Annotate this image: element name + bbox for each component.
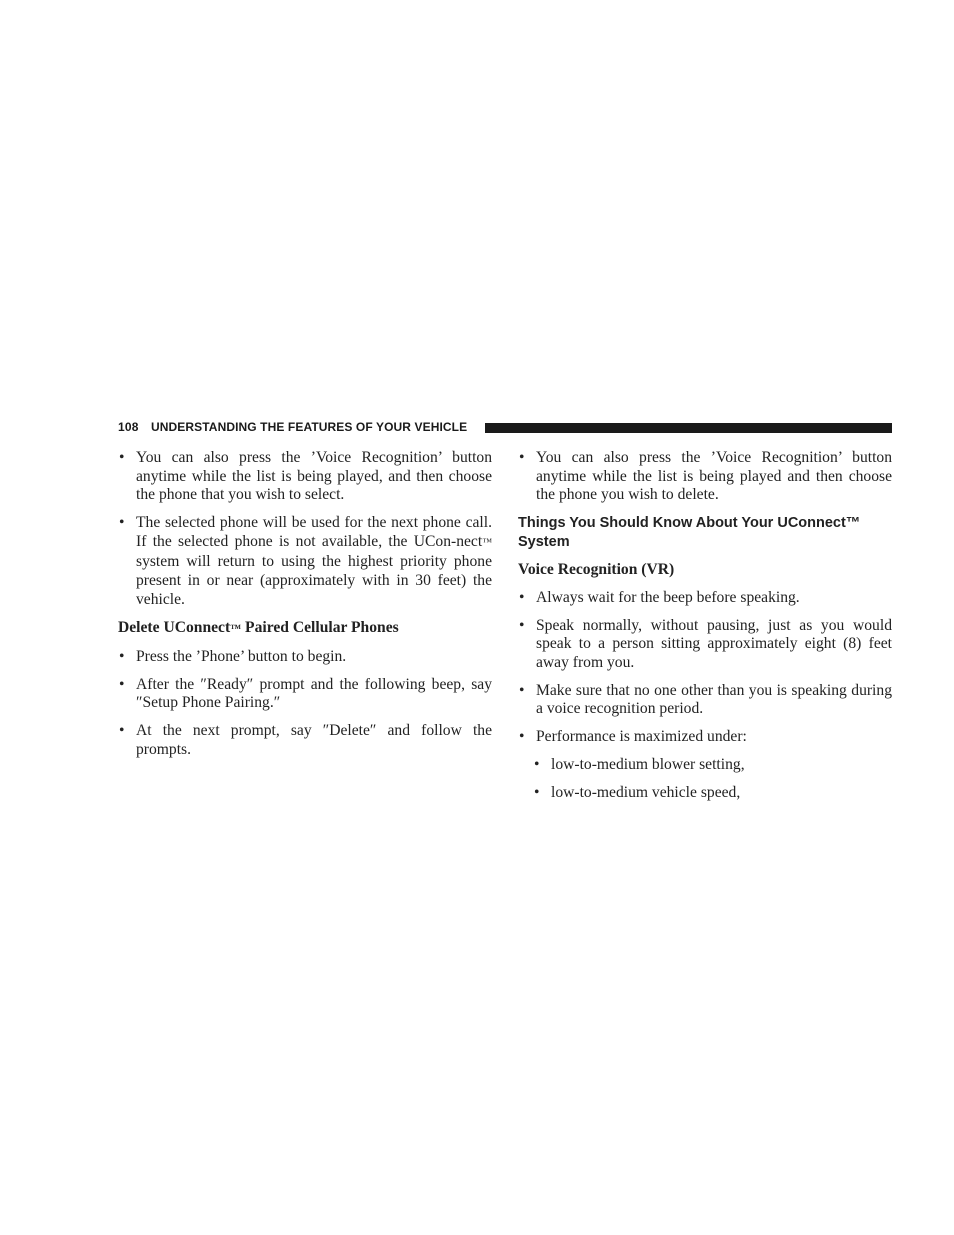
bullet-icon: • [534,784,540,802]
subheading-delete-phones [118,619,492,639]
header-rule [485,423,892,433]
sub-list-item [518,784,892,803]
subheading-text: Paired Cellular Phones [241,618,399,636]
subheading-text: Delete UConnect [118,618,231,636]
list-item-text: low-to-medium blower setting, [551,756,745,774]
bullet-icon: • [519,588,525,606]
bullet-icon: • [519,449,525,466]
list-item [118,648,492,667]
list-item-text: low-to-medium vehicle speed, [551,784,741,802]
list-item [518,617,892,673]
section-heading: Things You Should Know About Your UConnect™ System [518,515,861,550]
list-item [118,722,492,759]
bullet-icon: • [119,722,125,740]
left-column [118,449,492,769]
bullet-icon: • [119,514,125,532]
trademark-symbol: ™ [482,536,492,548]
list-item-text: nect [456,532,483,550]
bullet-icon: • [119,675,125,693]
section-title: UNDERSTANDING THE FEATURES OF YOUR VEHICLE [151,420,468,434]
list-item [518,728,892,747]
bullet-icon: • [519,728,525,746]
bullet-icon: • [119,647,125,665]
list-item-text: After the ″Ready″ prompt and the following beep, say ″Setup Phone Pairing.″ [136,675,492,712]
list-item-text: At the next prompt, say ″Delete″ and follow the prompts. [136,722,492,758]
list-item [118,676,492,713]
bullet-icon: • [534,756,540,774]
list-item-text: You can also press the ’Voice Recognition’ button anytime while the list is being played, and then choose the phone that you wish to select. [136,449,492,504]
list-item-text: Always wait for the beep before speaking. [536,588,800,606]
sub-list-item [518,756,892,775]
list-item [518,589,892,608]
list-item-text: system will return to using the highest priority phone present in or near (approximately with in 30 feet) the vehicle. [136,553,492,608]
list-item [118,514,492,609]
bullet-icon: • [119,449,125,466]
list-item-text: Make sure that no one other than you is speaking during a voice recognition period. [536,681,892,718]
page-header [118,419,892,437]
page-number: 108 [118,420,139,434]
right-column [518,449,892,812]
list-item [518,682,892,719]
list-item-text: Speak normally, without pausing, just as you would speak to a person sitting approximately eight (8) feet away from you. [536,616,892,671]
trademark-symbol: ™ [230,622,242,635]
subheading-voice-recognition: Voice Recognition (VR) [518,560,675,578]
list-item-text: The selected phone will be used for the next phone call. If the selected phone is not available, the UCon- [136,514,492,550]
list-item-text: Performance is maximized under: [536,728,747,746]
list-item-text: You can also press the ’Voice Recognition’ button anytime while the list is being played and then choose the phone you wish to delete. [536,449,892,504]
bullet-icon: • [519,616,525,634]
list-item-text: Press the ’Phone’ button to begin. [136,647,347,665]
list-item [518,449,892,505]
list-item [118,449,492,505]
bullet-icon: • [519,681,525,699]
